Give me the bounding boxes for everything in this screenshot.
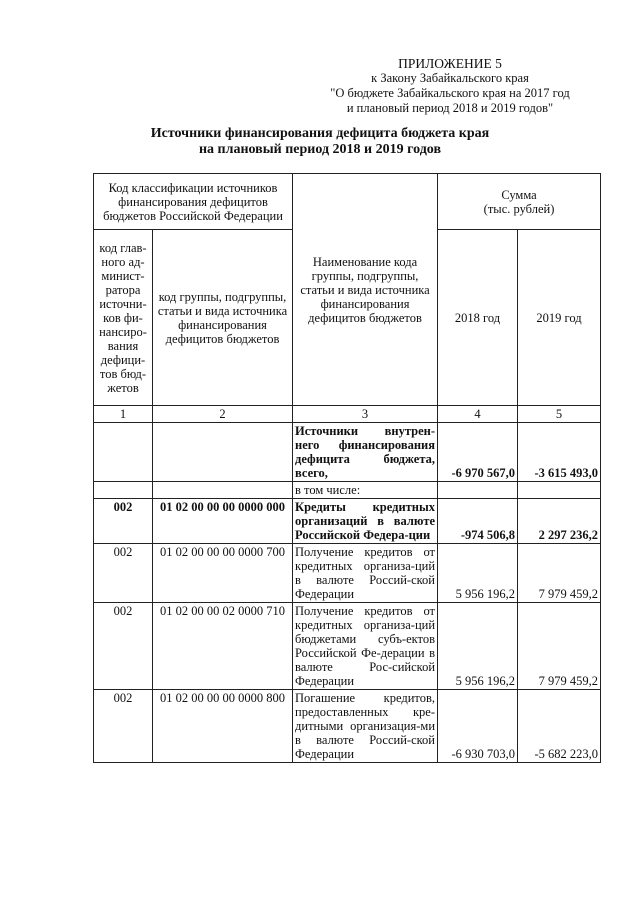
sum-label: Сумма xyxy=(501,187,537,202)
table-row xyxy=(94,690,601,763)
value-2019: 7 979 459,2 xyxy=(518,603,601,690)
law-title-line1: "О бюджете Забайкальского края на 2017 год xyxy=(330,86,570,100)
including-label: в том числе: xyxy=(293,482,438,499)
header-row-1 xyxy=(94,174,601,230)
table-row xyxy=(94,603,601,690)
source-name: Погашение кредитов, предоставленных кре-дитными организация-ми в валюте Россий-ской Федерации xyxy=(293,690,438,763)
value-2019: -5 682 223,0 xyxy=(518,690,601,763)
source-name: Кредиты кредитных организаций в валюте Российской Федера-ции xyxy=(293,499,438,544)
total-name: Источники внутрен-него финансирования дефицита бюджета, всего, xyxy=(293,423,438,482)
value-2018: -974 506,8 xyxy=(438,499,518,544)
law-title-line2: и плановый период 2018 и 2019 годов" xyxy=(346,101,554,115)
group-code-header: код группы, подгруппы, статьи и вида источника финансирования дефицитов бюджетов xyxy=(153,230,293,406)
admin-code: 002 xyxy=(94,544,153,603)
title-line1: Источники финансирования дефицита бюджета края xyxy=(150,126,490,141)
source-code: 01 02 00 00 00 0000 000 xyxy=(153,499,293,544)
column-number: 3 xyxy=(293,406,438,423)
including-admin-cell xyxy=(94,482,153,499)
total-admin-cell xyxy=(94,423,153,482)
source-code: 01 02 00 00 00 0000 800 xyxy=(153,690,293,763)
law-reference: к Закону Забайкальского края xyxy=(371,71,529,85)
value-2018: 5 956 196,2 xyxy=(438,544,518,603)
total-row xyxy=(94,423,601,482)
column-number: 4 xyxy=(438,406,518,423)
document-header xyxy=(300,56,600,116)
admin-code-header: код глав-ного ад-минист-ратора источни-ков фи-нансиро-вания дефици-тов бюд-жетов xyxy=(94,230,153,406)
sum-header xyxy=(438,174,601,230)
column-number: 2 xyxy=(153,406,293,423)
year-2019-header: 2019 год xyxy=(518,230,601,406)
admin-code: 002 xyxy=(94,499,153,544)
financing-sources-table xyxy=(93,173,601,763)
document-title xyxy=(60,126,580,158)
column-number: 1 xyxy=(94,406,153,423)
total-code-cell xyxy=(153,423,293,482)
year-2018-header: 2018 год xyxy=(438,230,518,406)
column-number: 5 xyxy=(518,406,601,423)
code-group-header: Код классификации источников финансирования дефицитов бюджетов Российской Федерации xyxy=(94,174,293,230)
value-2019: 7 979 459,2 xyxy=(518,544,601,603)
total-2019: -3 615 493,0 xyxy=(518,423,601,482)
value-2019: 2 297 236,2 xyxy=(518,499,601,544)
admin-code: 002 xyxy=(94,603,153,690)
source-code: 01 02 00 00 00 0000 700 xyxy=(153,544,293,603)
appendix-label: ПРИЛОЖЕНИЕ 5 xyxy=(398,56,502,71)
total-2018: -6 970 567,0 xyxy=(438,423,518,482)
admin-code: 002 xyxy=(94,690,153,763)
column-number-row xyxy=(94,406,601,423)
table-row xyxy=(94,499,601,544)
source-name: Получение кредитов от кредитных организа-ций в валюте Россий-ской Федерации xyxy=(293,544,438,603)
including-code-cell xyxy=(153,482,293,499)
source-name: Получение кредитов от кредитных организа-ций бюджетами субъ-ектов Российской Фе-дерации в валюте Рос-сийской Федерации xyxy=(293,603,438,690)
including-2018-cell xyxy=(438,482,518,499)
table-row xyxy=(94,544,601,603)
including-2019-cell xyxy=(518,482,601,499)
title-line2: на плановый период 2018 и 2019 годов xyxy=(198,142,442,157)
name-header: Наименование кода группы, подгруппы, статьи и вида источника финансирования дефицитов бюджетов xyxy=(293,174,438,406)
including-row xyxy=(94,482,601,499)
sum-unit: (тыс. рублей) xyxy=(483,201,555,216)
value-2018: -6 930 703,0 xyxy=(438,690,518,763)
value-2018: 5 956 196,2 xyxy=(438,603,518,690)
source-code: 01 02 00 00 02 0000 710 xyxy=(153,603,293,690)
